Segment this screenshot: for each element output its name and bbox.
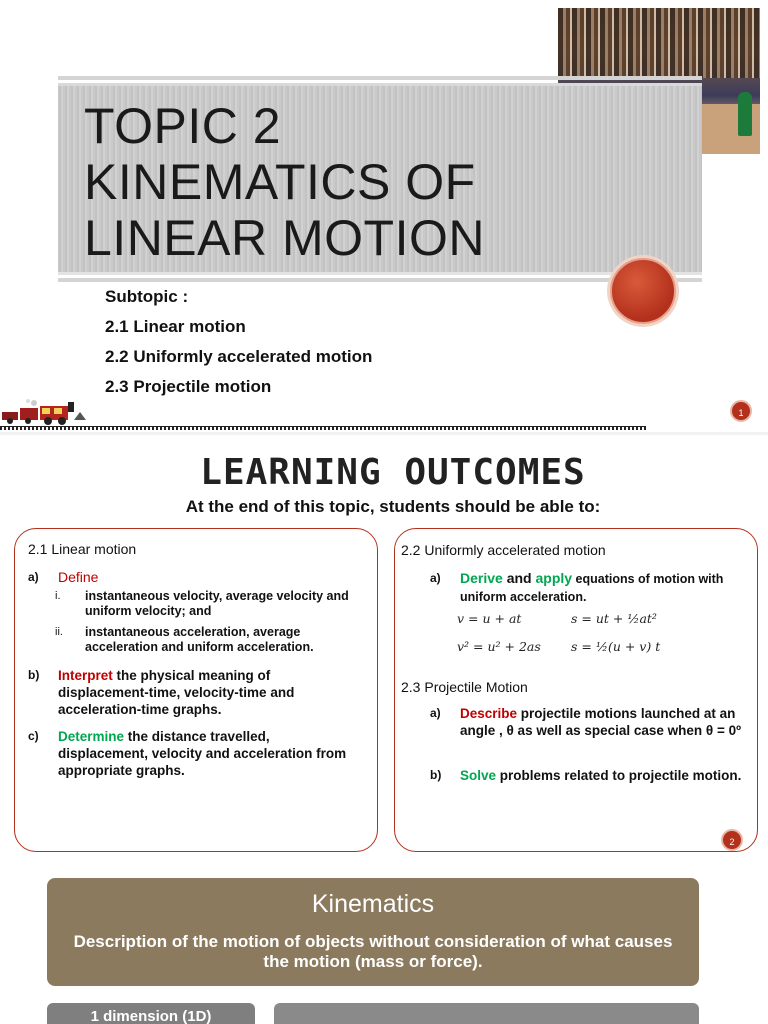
learning-outcomes-title: LEARNING OUTCOMES: [200, 452, 586, 493]
verb-apply: apply: [535, 570, 573, 586]
box-heading: 2.1 Linear motion: [28, 541, 137, 557]
item-rest: problems related to projectile motion.: [496, 768, 742, 783]
item-marker: a): [430, 571, 441, 585]
item-rest: the physical meaning of displacement-time, velocity-time and acceleration-time graphs.: [58, 668, 295, 717]
slide-divider: [0, 432, 768, 435]
item-rest: the distance travelled, displacement, velocity and acceleration from appropriate graphs.: [58, 729, 347, 778]
rail-track: [0, 426, 646, 430]
dimension-box-right: [274, 1003, 699, 1024]
crowd-image: [558, 8, 760, 78]
title-line: KINEMATICS OF: [84, 154, 476, 210]
kinematics-definition-box: [47, 878, 699, 986]
subtopic-list: [105, 285, 372, 405]
item-marker: ii.: [55, 626, 63, 638]
page-number-badge: 2: [721, 829, 743, 851]
slide-1: [0, 0, 768, 432]
outcomes-box-accelerated-projectile: [394, 528, 758, 852]
dimension-1d-box: 1 dimension (1D): [47, 1003, 255, 1024]
subtopic-item: 2.3 Projectile motion: [105, 377, 272, 396]
subtopic-heading: Subtopic :: [105, 287, 189, 306]
subtopic-item: 2.1 Linear motion: [105, 317, 246, 336]
item-text: [460, 767, 745, 784]
item-marker: a): [28, 570, 39, 584]
item-marker: i.: [55, 590, 61, 602]
title-line: TOPIC 2: [84, 98, 282, 154]
learning-outcomes-subtitle: At the end of this topic, students should be able to:: [185, 497, 601, 516]
box-heading: 2.2 Uniformly accelerated motion: [401, 542, 606, 558]
subtopic-item: 2.2 Uniformly accelerated motion: [105, 347, 373, 366]
page-number-badge: 1: [730, 400, 752, 422]
item-rest: equations of motion with uniform acceleration.: [460, 572, 724, 604]
equation-1: v = u + at: [457, 611, 522, 626]
verb-solve: Solve: [460, 768, 497, 783]
item-text: [460, 705, 750, 739]
item-rest: projectile motions launched at an angle , θ as well as special case when θ = 0º: [460, 706, 742, 738]
item-marker: a): [430, 706, 441, 720]
item-text: instantaneous acceleration, average acceleration and uniform acceleration.: [85, 625, 314, 654]
item-text: [460, 570, 745, 606]
title-line: LINEAR MOTION: [84, 210, 485, 266]
verb-derive: Derive: [460, 570, 503, 586]
kinematics-title: Kinematics: [311, 890, 435, 918]
kinematics-description: Description of the motion of objects without consideration of what causes the motion (mass or force).: [73, 932, 673, 971]
verb-describe: Describe: [460, 706, 518, 721]
item-marker: c): [28, 729, 39, 743]
train-icon: [0, 398, 90, 426]
decorative-circle: [610, 258, 676, 324]
equation-2: s = ut + ½at²: [571, 611, 657, 626]
item-marker: b): [430, 768, 442, 782]
topic-title: [84, 98, 554, 266]
verb-define: Define: [58, 569, 99, 585]
equation-4: s = ½(u + v) t: [571, 639, 661, 654]
equation-3: v² = u² + 2as: [457, 639, 541, 654]
verb-determine: Determine: [58, 729, 125, 744]
item-and: and: [502, 570, 536, 586]
item-marker: b): [28, 668, 40, 682]
player-figure: [738, 92, 752, 136]
verb-interpret: Interpret: [58, 668, 113, 683]
box-heading: 2.3 Projectile Motion: [401, 679, 528, 695]
item-text: [58, 728, 363, 779]
item-text: [58, 667, 358, 718]
outcomes-box-linear-motion: [14, 528, 378, 852]
item-text: instantaneous velocity, average velocity and uniform velocity; and: [85, 589, 349, 618]
